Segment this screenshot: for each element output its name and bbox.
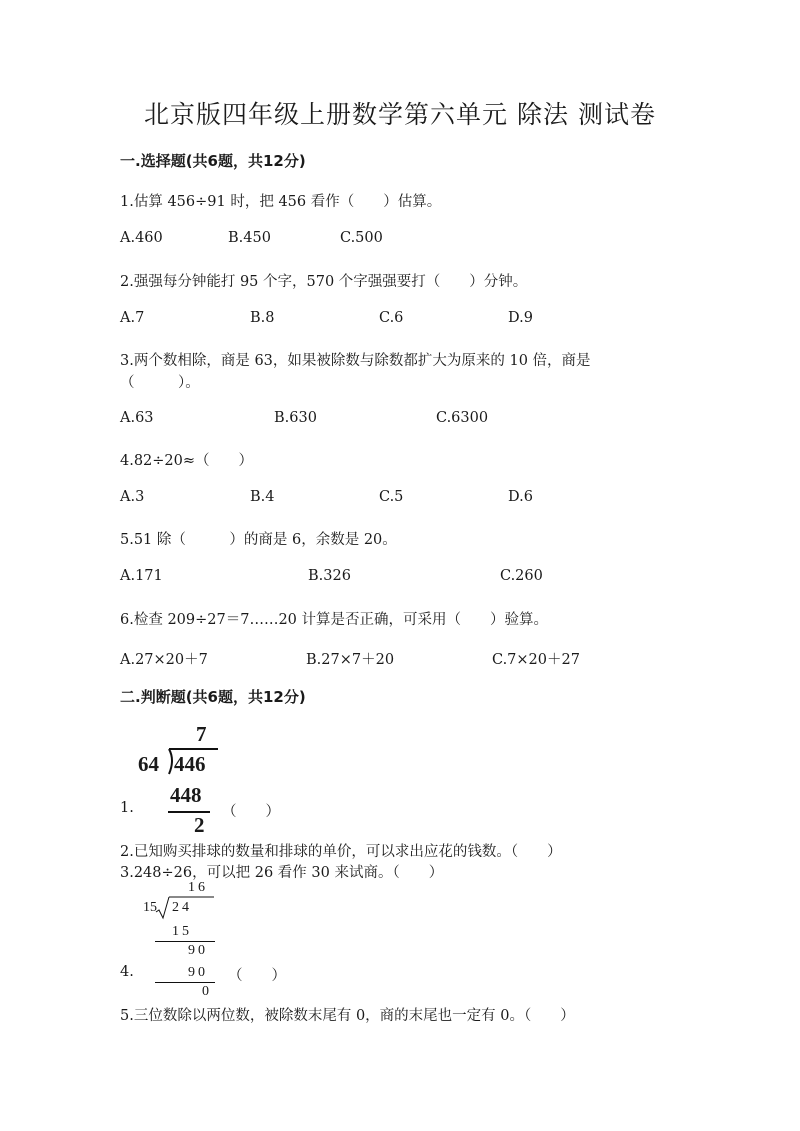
division2-rule-2: [155, 982, 215, 983]
division-dividend: 446: [174, 752, 206, 776]
question-3: 3.两个数相除，商是 63，如果被除数与除数都扩大为原来的 10 倍，商是: [120, 353, 591, 369]
option-2c: C.6: [379, 310, 404, 326]
option-6a: A.27×20＋7: [120, 652, 208, 668]
option-4a: A.3: [120, 489, 145, 505]
division2-divisor: 15: [143, 900, 157, 915]
judgment-3: 3.248÷26，可以把 26 看作 30 来试商。（ ）: [120, 865, 444, 881]
option-3b: B.630: [274, 410, 317, 426]
option-5c: C.260: [500, 568, 543, 584]
option-4d: D.6: [508, 489, 533, 505]
division2-line2: 90: [188, 943, 208, 958]
division-product: 448: [170, 783, 202, 807]
judgment-4-answer: （ ）: [228, 968, 286, 984]
option-2a: A.7: [120, 310, 145, 326]
division2-line3: 90: [188, 965, 208, 980]
division2-dividend: 24: [172, 900, 192, 915]
division-divisor: 64: [138, 752, 159, 776]
division-remainder: 2: [194, 813, 205, 837]
judgment-1-answer: （ ）: [222, 804, 280, 820]
question-5: 5.51 除（ ）的商是 6，余数是 20。: [120, 532, 397, 548]
option-6b: B.27×7＋20: [306, 652, 395, 668]
judgment-2: 2.已知购买排球的数量和排球的单价，可以求出应花的钱数。（ ）: [120, 844, 562, 860]
question-3-cont: （ ）。: [120, 375, 200, 391]
page-title: 北京版四年级上册数学第六单元 除法 测试卷: [144, 100, 656, 129]
judgment-4-number: 4.: [120, 964, 134, 980]
division2-line1: 15: [172, 924, 192, 939]
question-1: 1.估算 456÷91 时，把 456 看作（ ）估算。: [120, 194, 442, 210]
section-heading-choice: 一.选择题(共6题，共12分): [120, 152, 306, 170]
option-5a: A.171: [120, 568, 163, 584]
option-3c: C.6300: [436, 410, 489, 426]
option-2d: D.9: [508, 310, 533, 326]
question-2: 2.强强每分钟能打 95 个字，570 个字强强要打（ ）分钟。: [120, 274, 528, 290]
section-heading-judgment: 二.判断题(共6题，共12分): [120, 688, 306, 706]
option-5b: B.326: [308, 568, 351, 584]
division2-quotient: 16: [188, 880, 208, 895]
judgment-1-number: 1.: [120, 800, 134, 816]
option-4b: B.4: [250, 489, 275, 505]
division2-remainder: 0: [202, 984, 212, 999]
division-quotient: 7: [196, 722, 207, 746]
option-1c: C.500: [340, 230, 383, 246]
option-2b: B.8: [250, 310, 275, 326]
option-3a: A.63: [120, 410, 154, 426]
question-4: 4.82÷20≈（ ）: [120, 453, 254, 469]
option-6c: C.7×20＋27: [492, 652, 580, 668]
option-1b: B.450: [228, 230, 271, 246]
question-6: 6.检查 209÷27＝7……20 计算是否正确，可采用（ ）验算。: [120, 612, 549, 628]
judgment-5: 5.三位数除以两位数，被除数末尾有 0，商的末尾也一定有 0。（ ）: [120, 1008, 575, 1024]
division2-rule-1: [155, 941, 215, 942]
option-4c: C.5: [379, 489, 404, 505]
option-1a: A.460: [120, 230, 163, 246]
